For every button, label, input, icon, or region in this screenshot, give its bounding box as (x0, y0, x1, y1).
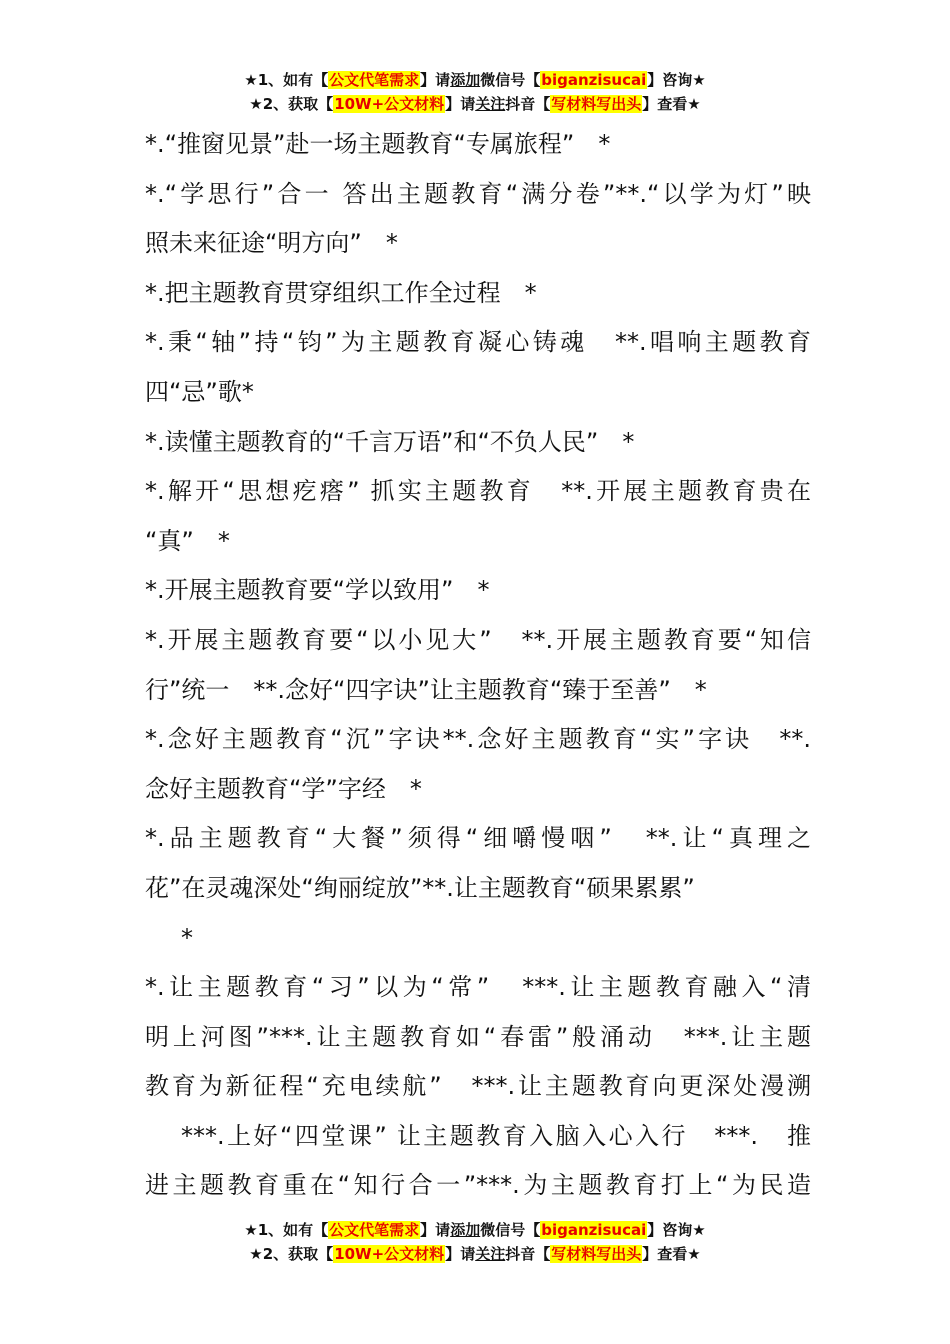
text-line: 进主题教育重在“知行合一”***.为主题教育打上“为民造 (145, 1171, 811, 1200)
banner-underlined: 关注 (475, 1245, 506, 1263)
document-body (145, 120, 811, 1211)
banner-text: 】请 (420, 1221, 451, 1239)
banner-underlined: 关注 (475, 95, 506, 113)
banner-underlined: 添加 (450, 1221, 481, 1239)
text-line: *.解开“思想疙瘩” 抓实主题教育 **.开展主题教育贵在 (145, 477, 811, 506)
banner-text: 】查看★ (642, 95, 701, 113)
text-line: *.念好主题教育“沉”字诀**.念好主题教育“实”字诀 **. (145, 725, 811, 754)
text-line: *.开展主题教育要“学以致用” * (145, 576, 490, 605)
footer-banner (0, 1218, 950, 1266)
text-line: 行”统一 **.念好“四字诀”让主题教育“臻于至善” * (145, 675, 707, 704)
text-line: *.“学思行”合一 答出主题教育“满分卷”**.“以学为灯”映 (145, 179, 811, 208)
text-line: 花”在灵魂深处“绚丽绽放”**.让主题教育“硕果累累” (145, 873, 695, 902)
banner-douyin-name: 写材料写出头 (551, 95, 642, 113)
banner-text: 】请 (445, 95, 476, 113)
banner-text: 抖音【 (505, 1245, 551, 1263)
banner-douyin-name: 写材料写出头 (551, 1245, 642, 1263)
text-line: *.让主题教育“习”以为“常” ***.让主题教育融入“清 (145, 973, 811, 1002)
banner-text: ★2、获取【 (249, 95, 334, 113)
banner-text: ★1、如有【 (244, 71, 329, 89)
text-line: 四“忌”歌* (145, 377, 254, 406)
banner-underlined: 添加 (450, 71, 481, 89)
banner-highlight: 公文代笔需求 (329, 1221, 420, 1239)
banner-text: 】请 (445, 1245, 476, 1263)
banner-text: 抖音【 (505, 95, 551, 113)
banner-wechat-id: biganzisucai (541, 71, 647, 89)
text-line: *.开展主题教育要“以小见大” **.开展主题教育要“知信 (145, 625, 811, 654)
text-line: *.品主题教育“大餐”须得“细嚼慢咽” **.让“真理之 (145, 824, 811, 853)
banner-text: 】请 (420, 71, 451, 89)
banner-line-1 (0, 68, 950, 92)
banner-highlight: 10W+公文材料 (334, 1245, 445, 1263)
text-line: ***.上好“四堂课” 让主题教育入脑入心入行 ***. 推 (181, 1121, 811, 1150)
banner-highlight: 10W+公文材料 (334, 95, 445, 113)
text-line: *.读懂主题教育的“千言万语”和“不负人民” * (145, 427, 635, 456)
banner-text: ★2、获取【 (249, 1245, 334, 1263)
banner-text: 微信号【 (480, 1221, 541, 1239)
banner-line-2 (0, 1242, 950, 1266)
text-line: *.把主题教育贯穿组织工作全过程 * (145, 278, 537, 307)
banner-highlight: 公文代笔需求 (329, 71, 420, 89)
text-line: 明上河图”***.让主题教育如“春雷”般涌动 ***.让主题 (145, 1022, 811, 1051)
banner-text: 】咨询★ (647, 71, 706, 89)
banner-line-1 (0, 1218, 950, 1242)
text-line: 教育为新征程“充电续航” ***.让主题教育向更深处漫溯 (145, 1072, 811, 1101)
banner-text: 】咨询★ (647, 1221, 706, 1239)
banner-wechat-id: biganzisucai (541, 1221, 647, 1239)
text-line: 念好主题教育“学”字经 * (145, 774, 422, 803)
text-line: “真” * (145, 526, 230, 555)
banner-text: 】查看★ (642, 1245, 701, 1263)
header-banner (0, 68, 950, 116)
banner-text: ★1、如有【 (244, 1221, 329, 1239)
banner-line-2 (0, 92, 950, 116)
banner-text: 微信号【 (480, 71, 541, 89)
text-line: *.“推窗见景”赴一场主题教育“专属旅程” * (145, 130, 611, 158)
text-line: *.秉“轴”持“钧”为主题教育凝心铸魂 **.唱响主题教育 (145, 328, 811, 357)
text-line: * (181, 923, 193, 952)
text-line: 照未来征途“明方向” * (145, 229, 398, 258)
